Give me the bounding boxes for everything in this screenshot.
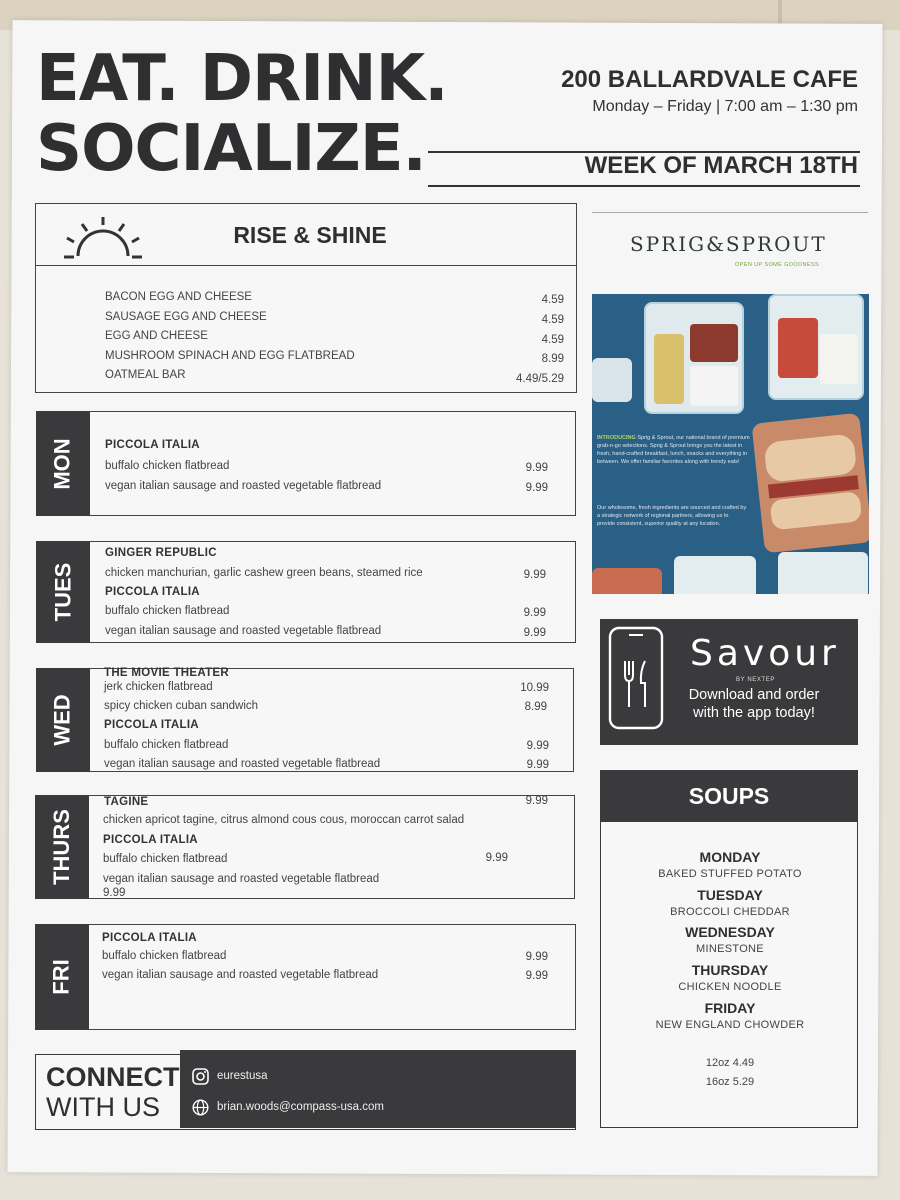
soup-size-16oz: 16oz 5.29 bbox=[705, 1076, 755, 1088]
connect-line-1: CONNECT bbox=[46, 1062, 180, 1092]
soup-size-12oz: 12oz 4.49 bbox=[705, 1057, 755, 1069]
tuesday-tab bbox=[36, 541, 90, 643]
promo-intro-text: Sprig & Sprout, our national brand of premium grab-n-go selections. Sprig & Sprout brings you the latest in fresh, hand-crafted breakfast, lunch, snacks and everything in between. We offer familiar favorites along with trendy eats! bbox=[597, 435, 750, 465]
menu-price: 9.99 bbox=[485, 852, 508, 864]
station-name: GINGER REPUBLIC bbox=[105, 547, 217, 559]
header-rule-bottom bbox=[428, 185, 860, 187]
menu-item: vegan italian sausage and roasted vegetable flatbread bbox=[103, 873, 380, 885]
promo-body: Our wholesome, fresh ingredients are sourced and crafted by a strategic network of regional partners, allowing us to provide consistent, superior quality at any location. bbox=[597, 505, 747, 527]
rise-and-shine-title: RISE & SHINE bbox=[233, 222, 387, 248]
promo-intro bbox=[597, 434, 757, 466]
food-graphic bbox=[654, 334, 684, 404]
breakfast-price: 4.59 bbox=[541, 294, 564, 306]
menu-item: buffalo chicken flatbread bbox=[103, 853, 228, 865]
menu-price: 10.99 bbox=[520, 682, 549, 694]
monday-tab bbox=[36, 411, 90, 516]
menu-price: 9.99 bbox=[526, 740, 549, 752]
menu-price: 9.99 bbox=[526, 759, 549, 771]
sprig-sprout-logo: SPRIG&SPROUT bbox=[630, 232, 827, 256]
savour-logo: Savour bbox=[690, 633, 840, 674]
menu-price: 9.99 bbox=[525, 951, 548, 963]
station-name: PICCOLA ITALIA bbox=[105, 439, 200, 451]
breakfast-price: 4.49/5.29 bbox=[516, 373, 564, 385]
friday-tab bbox=[35, 924, 89, 1030]
sandwich-container bbox=[752, 413, 869, 554]
instagram-handle[interactable]: eurestusa bbox=[217, 1070, 268, 1082]
sprig-tagline: OPEN UP SOME GOODNESS bbox=[735, 262, 820, 268]
thursday-tab bbox=[35, 795, 89, 899]
promo-intro-highlight: INTRODUCING bbox=[597, 435, 636, 441]
soups-header bbox=[600, 770, 858, 822]
meal-container bbox=[778, 552, 868, 594]
station-name: PICCOLA ITALIA bbox=[104, 719, 199, 731]
menu-price: 8.99 bbox=[524, 701, 547, 713]
soup-name: NEW ENGLAND CHOWDER bbox=[655, 1019, 805, 1031]
soup-name: BROCCOLI CHEDDAR bbox=[670, 906, 790, 918]
phone-app-icon bbox=[607, 625, 665, 731]
menu-price: 9.99 bbox=[525, 482, 548, 494]
soup-name: BAKED STUFFED POTATO bbox=[658, 868, 802, 880]
savour-cta[interactable]: Download and order with the app today! bbox=[688, 687, 820, 721]
station-name: PICCOLA ITALIA bbox=[102, 932, 197, 944]
meal-container bbox=[644, 302, 744, 414]
breakfast-item: BACON EGG AND CHEESE bbox=[105, 291, 252, 303]
soup-day: TUESDAY bbox=[697, 887, 763, 903]
menu-item: jerk chicken flatbread bbox=[104, 681, 213, 693]
food-graphic bbox=[764, 433, 858, 482]
breakfast-item: MUSHROOM SPINACH AND EGG FLATBREAD bbox=[105, 350, 355, 362]
menu-item: vegan italian sausage and roasted vegetable flatbread bbox=[105, 625, 382, 637]
menu-item: spicy chicken cuban sandwich bbox=[104, 700, 259, 712]
menu-item: vegan italian sausage and roasted vegetable flatbread bbox=[102, 969, 379, 981]
meal-container bbox=[592, 568, 662, 594]
soup-day: MONDAY bbox=[699, 849, 761, 865]
menu-item: buffalo chicken flatbread bbox=[102, 950, 227, 962]
station-name: PICCOLA ITALIA bbox=[105, 586, 200, 598]
breakfast-item: OATMEAL BAR bbox=[105, 369, 186, 381]
friday-label: FRI bbox=[48, 959, 74, 995]
headline-line-2: SOCIALIZE. bbox=[36, 112, 426, 186]
food-graphic bbox=[690, 324, 738, 362]
promo-image bbox=[592, 294, 869, 594]
soup-day: WEDNESDAY bbox=[685, 924, 775, 940]
cafe-name: 200 BALLARDVALE CAFE bbox=[561, 66, 858, 93]
breakfast-price: 8.99 bbox=[541, 353, 564, 365]
food-graphic bbox=[690, 366, 738, 406]
breakfast-item: SAUSAGE EGG AND CHEESE bbox=[105, 311, 267, 323]
breakfast-price: 4.59 bbox=[541, 314, 564, 326]
menu-price: 9.99 bbox=[525, 462, 548, 474]
instagram-icon[interactable] bbox=[192, 1068, 209, 1085]
contact-email[interactable]: brian.woods@compass-usa.com bbox=[217, 1101, 384, 1113]
station-name: PICCOLA ITALIA bbox=[103, 834, 198, 846]
soup-name: MINESTONE bbox=[696, 943, 764, 955]
menu-item: buffalo chicken flatbread bbox=[104, 739, 229, 751]
menu-item: buffalo chicken flatbread bbox=[105, 605, 230, 617]
breakfast-item: EGG AND CHEESE bbox=[105, 330, 208, 342]
week-label: WEEK OF MARCH 18TH bbox=[584, 152, 858, 179]
station-name: THE MOVIE THEATER bbox=[104, 667, 230, 679]
connect-dark-panel bbox=[180, 1050, 576, 1128]
thursday-label: THURS bbox=[49, 809, 74, 885]
meal-container bbox=[674, 556, 756, 594]
menu-item: vegan italian sausage and roasted vegetable flatbread bbox=[105, 480, 382, 492]
menu-item: buffalo chicken flatbread bbox=[105, 460, 230, 472]
menu-price: 9.99 bbox=[523, 607, 546, 619]
connect-line-2: WITH US bbox=[46, 1092, 160, 1122]
meal-container bbox=[592, 358, 632, 402]
menu-price: 9.99 bbox=[525, 970, 548, 982]
cafe-hours: Monday – Friday | 7:00 am – 1:30 pm bbox=[592, 98, 858, 115]
food-graphic bbox=[778, 318, 818, 378]
menu-price: 9.99 bbox=[525, 795, 548, 807]
menu-item: chicken apricot tagine, citrus almond cous cous, moroccan carrot salad bbox=[103, 814, 465, 826]
menu-item: chicken manchurian, garlic cashew green beans, steamed rice bbox=[105, 567, 423, 579]
menu-price: 9.99 bbox=[523, 569, 546, 581]
breakfast-price: 4.59 bbox=[541, 334, 564, 346]
soup-day: THURSDAY bbox=[691, 962, 769, 978]
globe-icon bbox=[192, 1099, 209, 1116]
tuesday-label: TUES bbox=[50, 562, 75, 622]
menu-price: 9.99 bbox=[523, 627, 546, 639]
food-graphic bbox=[820, 334, 858, 384]
soup-name: CHICKEN NOODLE bbox=[678, 981, 782, 993]
menu-item: vegan italian sausage and roasted vegetable flatbread bbox=[104, 758, 381, 770]
soup-day: FRIDAY bbox=[704, 1000, 756, 1016]
menu-price: 9.99 bbox=[103, 887, 126, 899]
headline-line-1: EAT. DRINK. bbox=[36, 42, 448, 116]
soups-title: SOUPS bbox=[688, 782, 770, 809]
monday-label: MON bbox=[49, 437, 75, 490]
station-name: TAGINE bbox=[104, 796, 149, 808]
promo-rule bbox=[592, 212, 868, 213]
savour-by-nextep: BY NEXTEP bbox=[736, 677, 775, 683]
meal-container bbox=[768, 294, 864, 400]
sunrise-icon bbox=[60, 214, 146, 260]
wednesday-tab bbox=[36, 668, 90, 772]
wednesday-label: WED bbox=[49, 694, 75, 746]
